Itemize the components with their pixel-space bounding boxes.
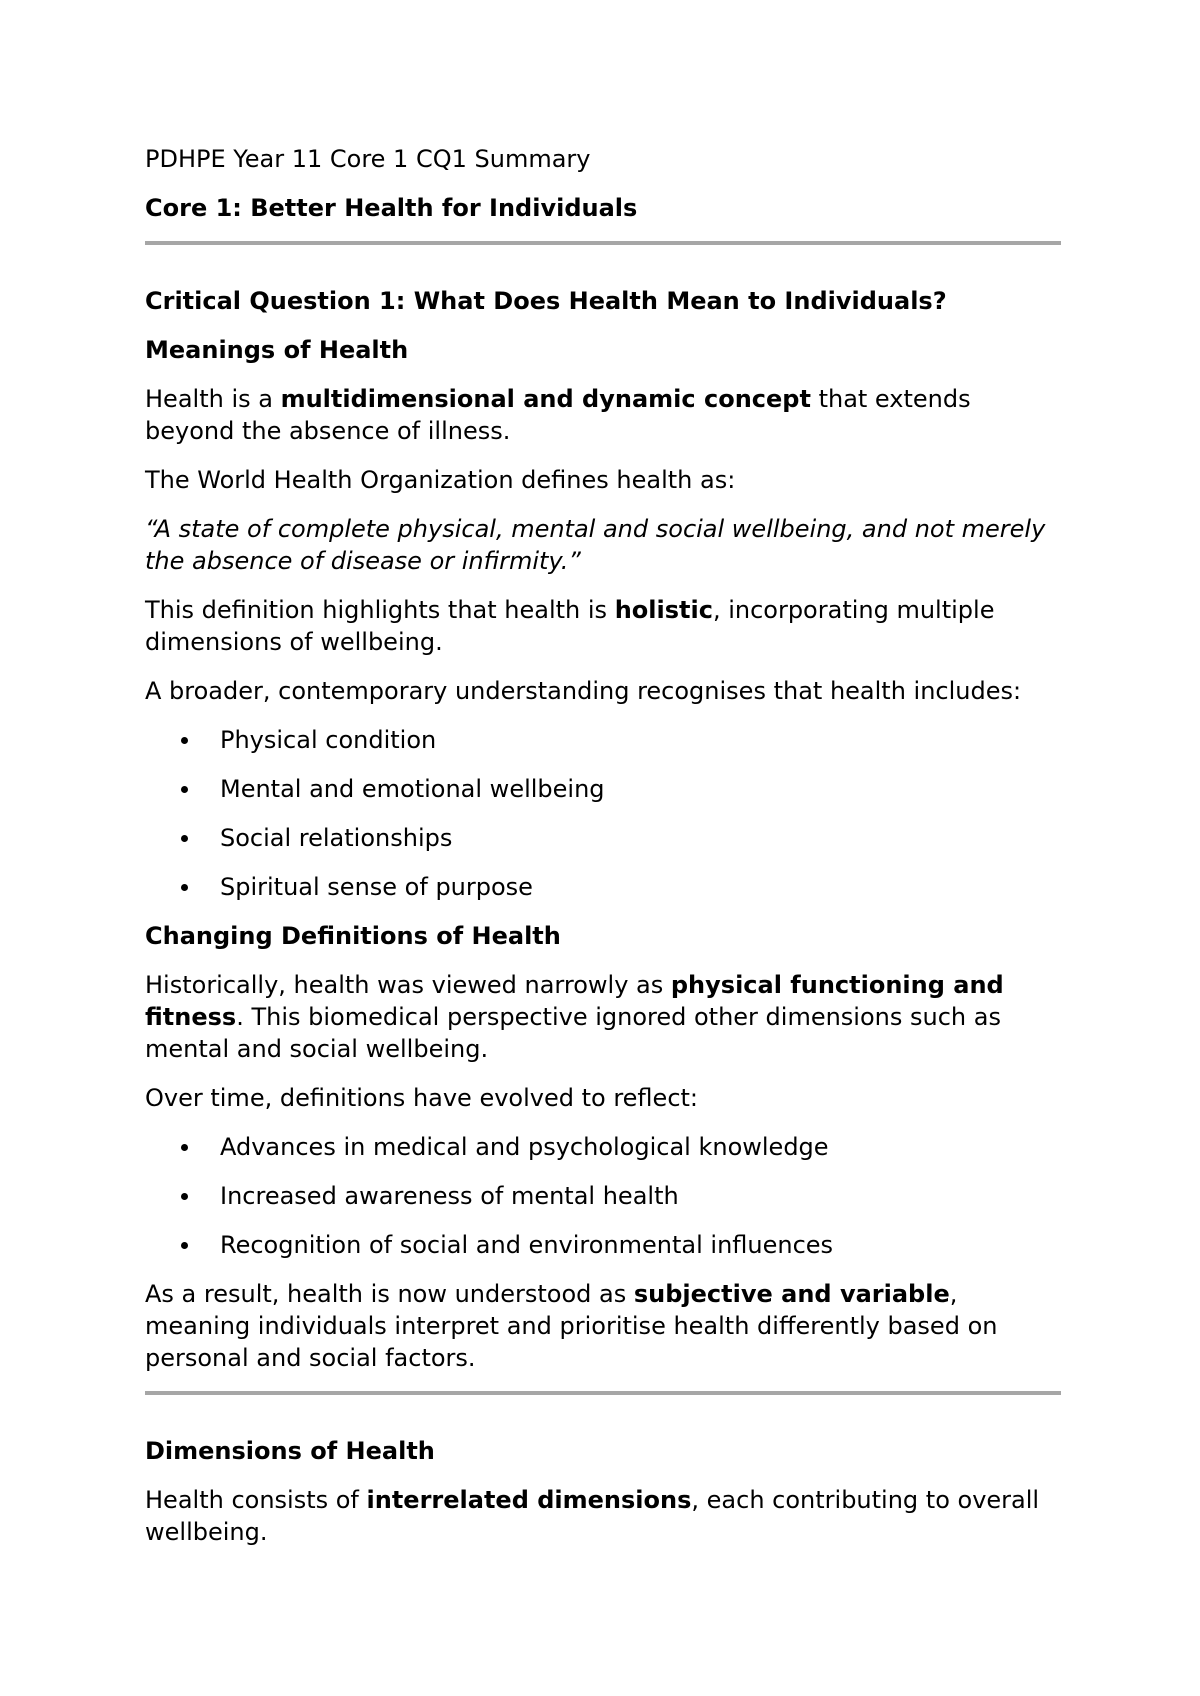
list-item: Recognition of social and environmental influences xyxy=(145,1229,1065,1261)
horizontal-rule xyxy=(145,1391,1061,1395)
list-item: Increased awareness of mental health xyxy=(145,1180,1065,1212)
document-title: PDHPE Year 11 Core 1 CQ1 Summary xyxy=(145,145,591,173)
bullet-icon xyxy=(181,737,188,744)
bullet-icon xyxy=(181,786,188,793)
bullet-icon xyxy=(181,884,188,891)
document-content xyxy=(145,143,1065,1548)
dimensions-paragraph-1: Health consists of interrelated dimensions, each contributing to overall wellbeing. xyxy=(145,1486,1040,1546)
list-item: Physical condition xyxy=(145,724,1065,756)
meanings-paragraph-3: This definition highlights that health is holistic, incorporating multiple dimensions of wellbeing. xyxy=(145,596,995,656)
health-includes-list xyxy=(145,724,1065,903)
evolved-definitions-list xyxy=(145,1131,1065,1261)
core-heading: Core 1: Better Health for Individuals xyxy=(145,194,638,222)
list-item: Spiritual sense of purpose xyxy=(145,871,1065,903)
list-item: Mental and emotional wellbeing xyxy=(145,773,1065,805)
meanings-heading: Meanings of Health xyxy=(145,336,409,364)
bullet-icon xyxy=(181,1193,188,1200)
meanings-paragraph-2: The World Health Organization defines health as: xyxy=(145,466,736,494)
meanings-paragraph-1: Health is a multidimensional and dynamic concept that extends beyond the absence of illness. xyxy=(145,385,971,445)
changing-paragraph-1: Historically, health was viewed narrowly as physical functioning and fitness. This biomedical perspective ignored other dimensions such as mental and social wellbeing. xyxy=(145,971,1004,1063)
bullet-icon xyxy=(181,835,188,842)
bullet-icon xyxy=(181,1144,188,1151)
horizontal-rule xyxy=(145,241,1061,245)
changing-definitions-heading: Changing Definitions of Health xyxy=(145,922,561,950)
meanings-paragraph-4: A broader, contemporary understanding recognises that health includes: xyxy=(145,677,1022,705)
who-quote: “A state of complete physical, mental and social wellbeing, and not merely the absence of disease or infirmity.” xyxy=(145,515,1046,575)
dimensions-heading: Dimensions of Health xyxy=(145,1437,435,1465)
changing-paragraph-2: Over time, definitions have evolved to reflect: xyxy=(145,1084,699,1112)
list-item: Social relationships xyxy=(145,822,1065,854)
bullet-icon xyxy=(181,1242,188,1249)
list-item: Advances in medical and psychological knowledge xyxy=(145,1131,1065,1163)
critical-question-heading: Critical Question 1: What Does Health Mean to Individuals? xyxy=(145,287,947,315)
changing-paragraph-3: As a result, health is now understood as subjective and variable, meaning individuals interpret and prioritise health differently based on personal and social factors. xyxy=(145,1280,998,1372)
